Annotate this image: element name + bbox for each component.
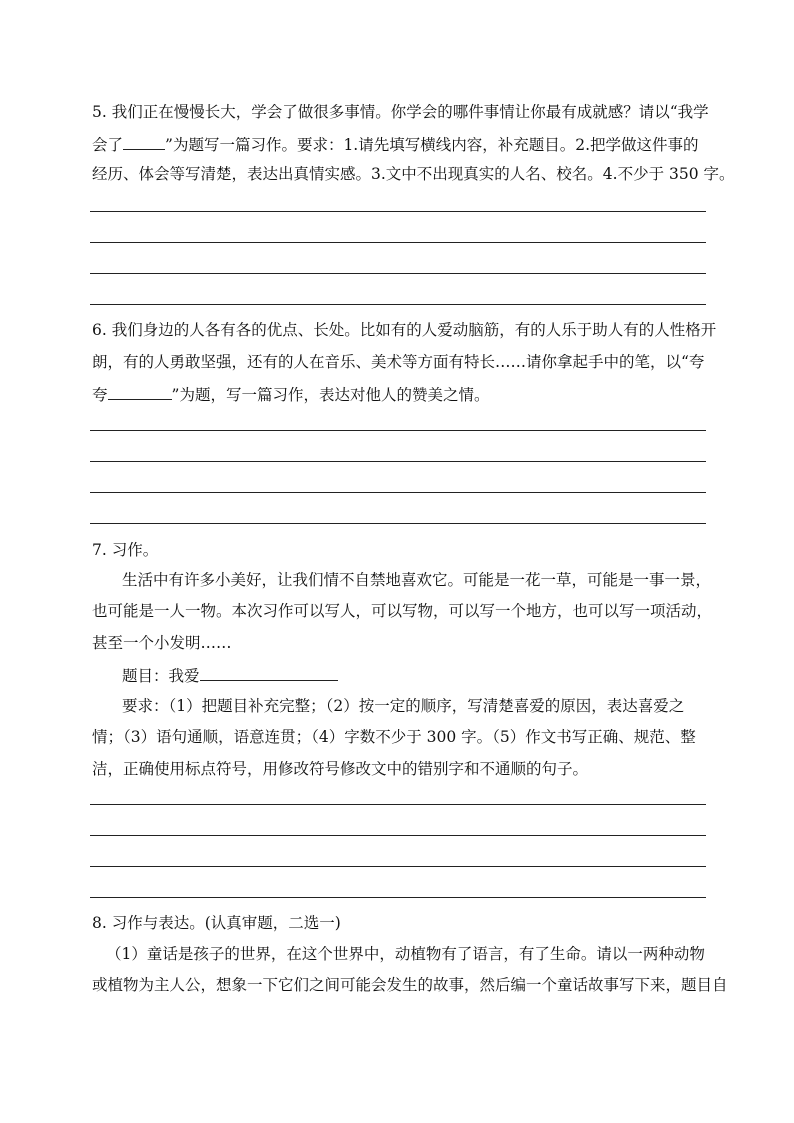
q6-title-blank[interactable] <box>108 383 172 400</box>
q5-writing-line[interactable] <box>90 273 706 274</box>
q5-line-3: 经历、体会等写清楚，表达出真情实感。3.文中不出现真实的人名、校名。4.不少于 350 字。 <box>92 165 735 183</box>
q6-writing-line[interactable] <box>90 523 706 524</box>
q6-line-3-end: ”为题，写一篇习作，表达对他人的赞美之情。 <box>171 386 490 404</box>
q8-option-1-line-2: 或植物为主人公，想象一下它们之间可能会发生的故事，然后编一个童话故事写下来，题目自 <box>92 976 728 994</box>
q6-writing-line[interactable] <box>90 430 706 431</box>
q5-title-blank[interactable] <box>123 133 165 150</box>
q7-requirement-line-1: 要求：（1）把题目补充完整；（2）按一定的顺序，写清楚喜爱的原因，表达喜爱之 <box>122 697 685 715</box>
q6-line-3 <box>92 383 489 405</box>
q6-writing-line[interactable] <box>90 492 706 493</box>
q7-paragraph-line-2: 也可能是一人一物。本次习作可以写人，可以写物，可以写一个地方，也可以写一项活动， <box>92 602 713 620</box>
q8-option-1-line-1: （1）童话是孩子的世界，在这个世界中，动植物有了语言，有了生命。请以一两种动物 <box>106 945 705 963</box>
q5-line-1: 5. 我们正在慢慢长大，学会了做很多事情。你学会的哪件事情让你最有成就感？请以“我学 <box>92 103 709 121</box>
q7-topic-blank[interactable] <box>200 664 338 681</box>
q7-topic-line <box>122 664 338 686</box>
q7-requirement-line-3: 洁，正确使用标点符号，用修改符号修改文中的错别字和不通顺的句子。 <box>92 760 589 778</box>
q7-writing-line[interactable] <box>90 866 706 867</box>
q6-line-1: 6. 我们身边的人各有各的优点、长处。比如有的人爱动脑筋，有的人乐于助人有的人性格开 <box>92 321 717 339</box>
q5-line-2-end: ”为题写一篇习作。要求：1.请先填写横线内容，补充题目。2.把学做这件事的 <box>165 136 699 154</box>
q7-paragraph-line-1: 生活中有许多小美好，让我们情不自禁地喜欢它。可能是一花一草，可能是一事一景， <box>122 571 712 589</box>
q7-writing-line[interactable] <box>90 804 706 805</box>
q7-paragraph-line-3: 甚至一个小发明…… <box>92 634 232 652</box>
q7-title: 7. 习作。 <box>92 541 159 559</box>
q6-line-2: 朗，有的人勇敢坚强，还有的人在音乐、美术等方面有特长……请你拿起手中的笔，以“夸 <box>92 353 705 371</box>
q5-line-2 <box>92 133 699 155</box>
q5-writing-line[interactable] <box>90 242 706 243</box>
q8-title: 8. 习作与表达。(认真审题，二选一) <box>92 914 341 932</box>
q7-topic-label: 题目：我爱 <box>122 667 200 685</box>
q7-writing-line[interactable] <box>90 835 706 836</box>
q5-line-2-start: 会了 <box>92 136 124 154</box>
q7-requirement-line-2: 情；（3）语句通顺，语意连贯；（4）字数不少于 300 字。（5）作文书写正确、规范、整 <box>92 728 696 746</box>
q7-writing-line[interactable] <box>90 897 706 898</box>
q6-writing-line[interactable] <box>90 461 706 462</box>
q5-writing-line[interactable] <box>90 304 706 305</box>
q6-line-3-start: 夸 <box>92 386 108 404</box>
q5-writing-line[interactable] <box>90 211 706 212</box>
